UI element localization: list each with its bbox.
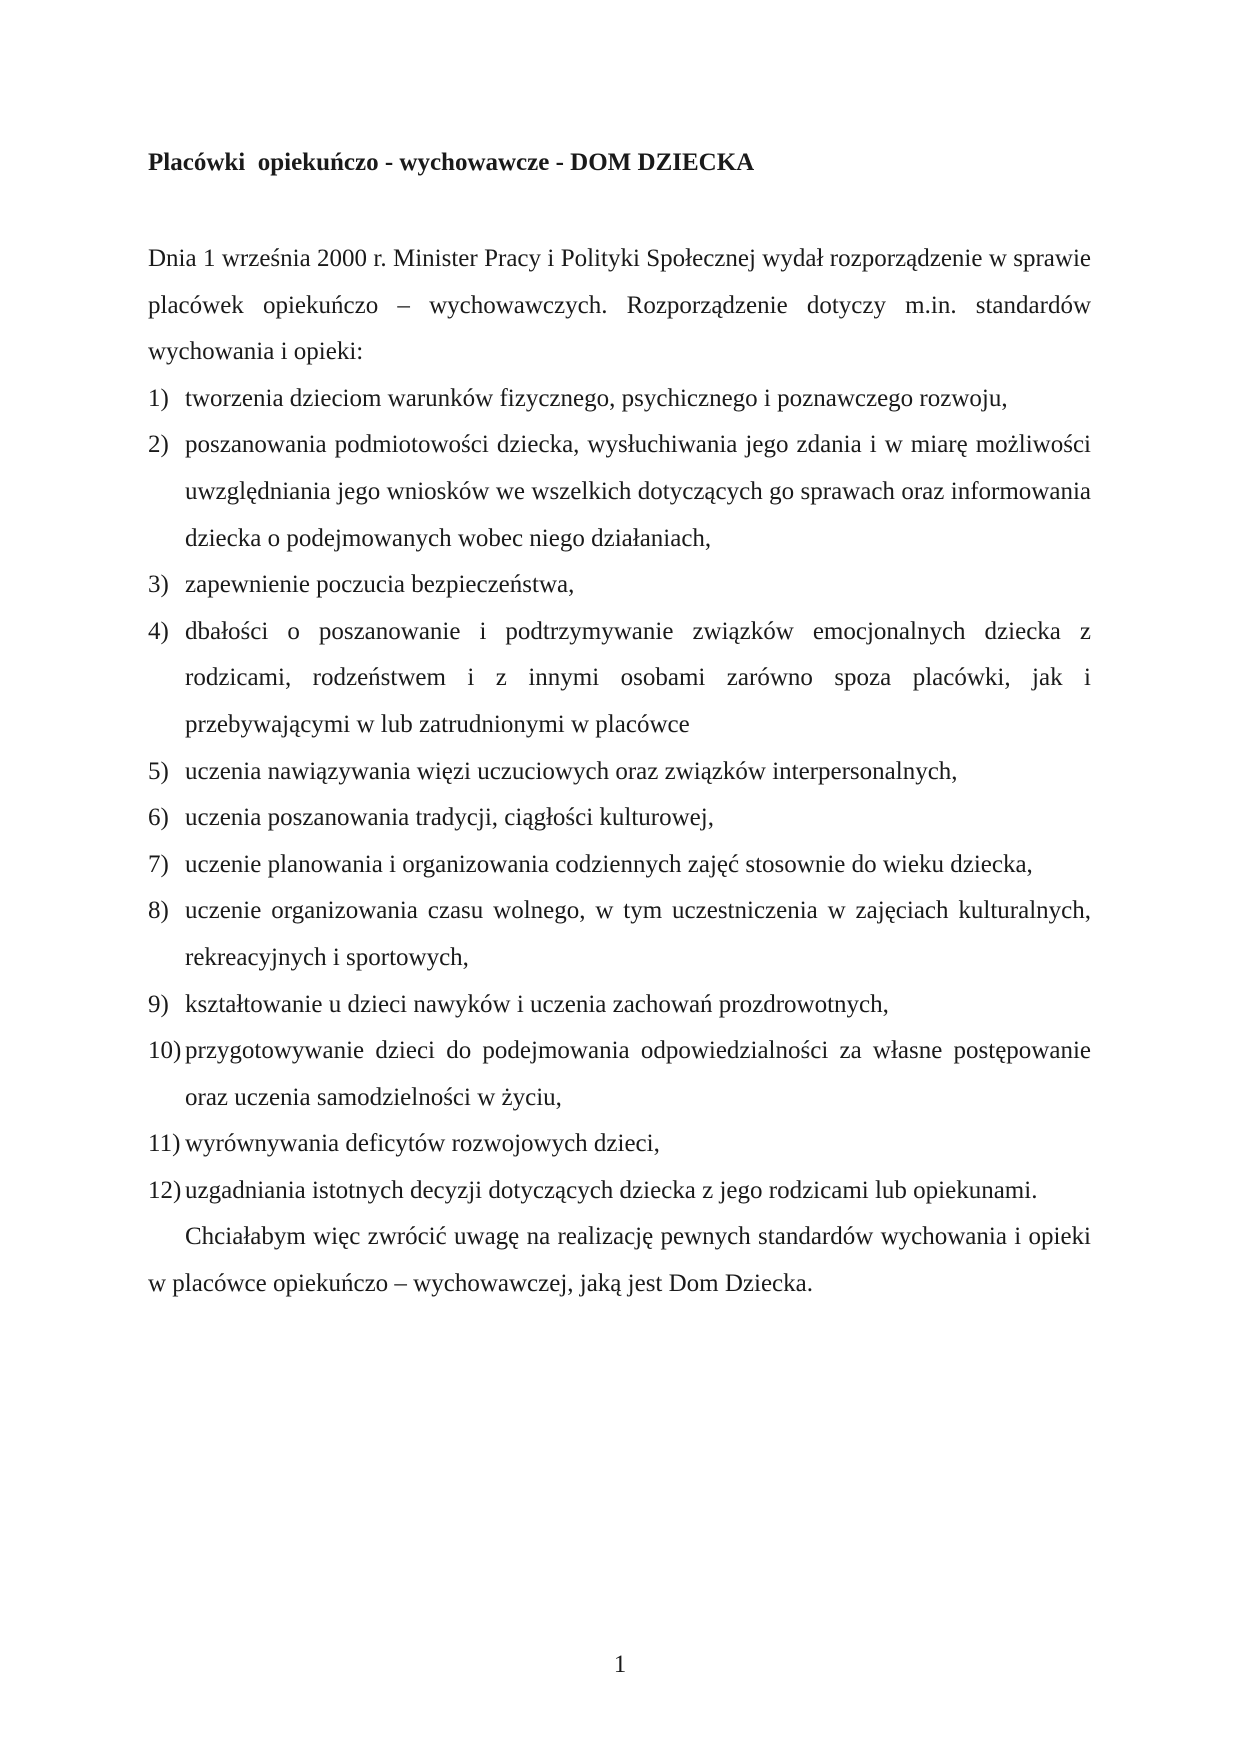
standards-list	[148, 376, 1091, 1215]
list-item-text: uczenie planowania i organizowania codziennych zajęć stosownie do wieku dziecka,	[185, 850, 1033, 878]
list-item-number: 5)	[148, 757, 169, 785]
list-item-number: 12)	[148, 1176, 182, 1204]
intro-paragraph: Dnia 1 września 2000 r. Minister Pracy i Polityki Społecznej wydał rozporządzenie w sprawie placówek opiekuńczo – wychowawczych. Rozporządzenie dotyczy m.in. standardów wychowania i opieki:	[148, 245, 1091, 366]
list-item-text: uczenia poszanowania tradycji, ciągłości kulturowej,	[185, 804, 714, 832]
list-item-text: wyrównywania deficytów rozwojowych dzieci,	[185, 1130, 660, 1158]
list-item-text: poszanowania podmiotowości dziecka, wysłuchiwania jego zdania i w miarę możliwości uwzględniania jego wniosków we wszelkich dotyczących go sprawach oraz informowania dziecka o podejmowanych wobec niego działaniach,	[185, 431, 1091, 552]
list-item	[148, 982, 1091, 1029]
document-title: Placówki opiekuńczo - wychowawcze - DOM DZIECKA	[148, 149, 755, 176]
list-item-number: 1)	[148, 384, 169, 412]
list-item	[148, 749, 1091, 796]
list-item	[148, 1168, 1091, 1215]
list-item	[148, 842, 1091, 889]
list-item	[148, 562, 1091, 609]
list-item-number: 3)	[148, 571, 169, 599]
list-item-text: tworzenia dzieciom warunków fizycznego, psychicznego i poznawczego rozwoju,	[185, 384, 1008, 412]
list-item-text: przygotowywanie dzieci do podejmowania odpowiedzialności za własne postępowanie oraz uczenia samodzielności w życiu,	[185, 1037, 1091, 1111]
list-item-text: uczenia nawiązywania więzi uczuciowych oraz związków interpersonalnych,	[185, 757, 958, 785]
list-item-text: uzgadniania istotnych decyzji dotyczących dziecka z jego rodzicami lub opiekunami.	[185, 1176, 1038, 1204]
list-item	[148, 609, 1091, 749]
page-number: 1	[613, 1651, 627, 1678]
list-item-number: 10)	[148, 1037, 182, 1065]
list-item-text: uczenie organizowania czasu wolnego, w tym uczestniczenia w zajęciach kulturalnych, rekreacyjnych i sportowych,	[185, 897, 1091, 971]
list-item-text: dbałości o poszanowanie i podtrzymywanie związków emocjonalnych dziecka z rodzicami, rodzeństwem i z innymi osobami zarówno spoza placówki, jak i przebywającymi w lub zatrudnionymi w placówce	[185, 617, 1091, 738]
list-item	[148, 888, 1091, 981]
list-item	[148, 422, 1091, 562]
list-item-number: 9)	[148, 990, 169, 1018]
list-item-number: 7)	[148, 850, 169, 878]
list-item-number: 6)	[148, 804, 169, 832]
list-item	[148, 1028, 1091, 1121]
list-item-number: 8)	[148, 897, 169, 925]
closing-paragraph: Chciałabym więc zwrócić uwagę na realizację pewnych standardów wychowania i opieki w placówce opiekuńczo – wychowawczej, jaką jest Dom Dziecka.	[148, 1223, 1091, 1298]
document-body	[148, 236, 1091, 1308]
list-item-number: 4)	[148, 617, 169, 645]
list-item-number: 2)	[148, 431, 169, 459]
list-item	[148, 376, 1091, 423]
list-item-text: kształtowanie u dzieci nawyków i uczenia zachowań prozdrowotnych,	[185, 990, 889, 1018]
list-item-number: 11)	[148, 1130, 181, 1158]
list-item-text: zapewnienie poczucia bezpieczeństwa,	[185, 571, 575, 599]
list-item	[148, 795, 1091, 842]
list-item	[148, 1121, 1091, 1168]
